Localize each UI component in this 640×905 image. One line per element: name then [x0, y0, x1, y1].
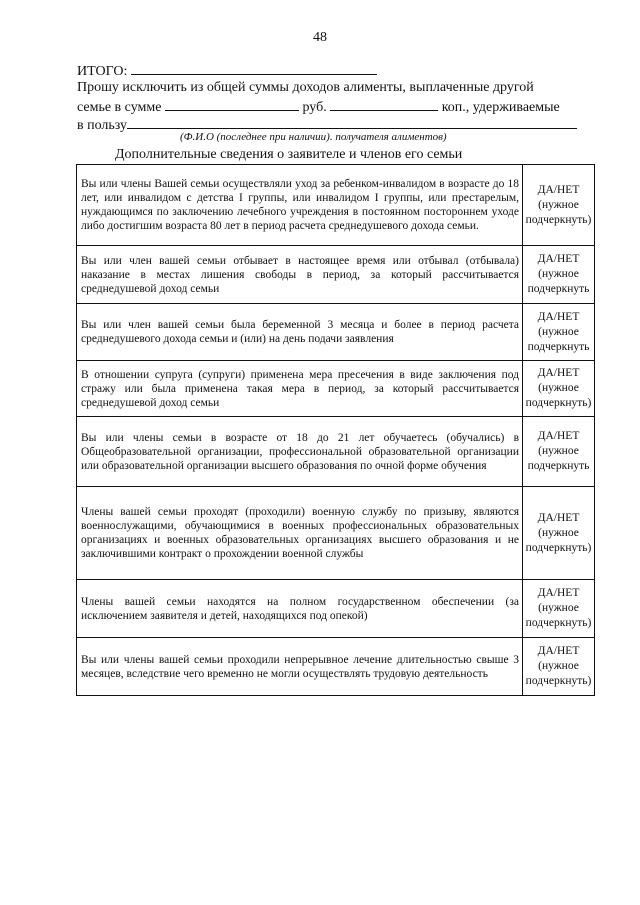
- answer-cell[interactable]: ДА/НЕТ (нужное подчеркнуть: [523, 304, 595, 361]
- answer-cell[interactable]: ДА/НЕТ (нужное подчеркнуть): [523, 580, 595, 638]
- question-cell: Вы или члены Вашей семьи осуществляли уход за ребенком-инвалидом в возрасте до 18 лет, или инвалидом с детства I группы, или инвалидом I группы, или престарелым, нуждающимся по заключению лечебного учреждения в постоянном постороннем уходе либо достигшим возраста 80 лет в период расчета среднедушевого дохода семьи.: [77, 165, 523, 246]
- question-cell: Вы или член вашей семьи отбывает в настоящее время или отбывал (отбывала) наказание в местах лишения свободы в период, за который рассчитывается среднедушевой доход семьи: [77, 246, 523, 304]
- itogo-label: ИТОГО:: [77, 64, 128, 79]
- sum-rub-blank[interactable]: [165, 98, 299, 111]
- table-row: [77, 487, 595, 580]
- recipient-caption: (Ф.И.О (последнее при наличии). получателя алиментов): [180, 131, 447, 143]
- itogo-line: [77, 62, 377, 80]
- sum-label: семье в сумме: [77, 100, 162, 115]
- section-heading: Дополнительные сведения о заявителе и членов его семьи: [115, 147, 463, 162]
- table-row: [77, 361, 595, 417]
- additional-info-table: [76, 164, 595, 696]
- table-row: [77, 304, 595, 361]
- alimony-line-2: [77, 98, 560, 116]
- answer-cell[interactable]: ДА/НЕТ (нужное подчеркнуть): [523, 638, 595, 696]
- question-cell: Вы или член вашей семьи была беременной 3 месяца и более в период расчета среднедушевого дохода семьи и (или) на день подачи заявления: [77, 304, 523, 361]
- in-favor-label: в пользу: [77, 118, 128, 133]
- table-row: [77, 638, 595, 696]
- question-cell: Вы или члены семьи в возрасте от 18 до 21 лет обучаетесь (обучались) в Общеобразовательной организации, профессиональной образовательной организации или образовательной организации высшего образования по очной форме обучения: [77, 417, 523, 487]
- rub-label: руб.: [302, 100, 327, 115]
- table-row: [77, 417, 595, 487]
- recipient-blank[interactable]: [127, 116, 577, 129]
- table-row: [77, 165, 595, 246]
- answer-cell[interactable]: ДА/НЕТ (нужное подчеркнуть): [523, 165, 595, 246]
- page-number: 48: [313, 30, 327, 45]
- answer-cell[interactable]: ДА/НЕТ (нужное подчеркнуть): [523, 361, 595, 417]
- question-cell: В отношении супруга (супруги) применена мера пресечения в виде заключения под стражу или была применена такая мера в период, за который рассчитывается среднедушевой доход семьи: [77, 361, 523, 417]
- itogo-blank[interactable]: [131, 62, 377, 75]
- answer-cell[interactable]: ДА/НЕТ (нужное подчеркнуть: [523, 246, 595, 304]
- table-row: [77, 580, 595, 638]
- alimony-line-1: Прошу исключить из общей суммы доходов алименты, выплаченные другой: [77, 80, 534, 95]
- question-cell: Вы или члены вашей семьи проходили непрерывное лечение длительностью свыше 3 месяцев, вследствие чего временно не могли осуществлять трудовую деятельность: [77, 638, 523, 696]
- kop-label: коп., удерживаемые: [441, 100, 560, 115]
- answer-cell[interactable]: ДА/НЕТ (нужное подчеркнуть): [523, 487, 595, 580]
- sum-kop-blank[interactable]: [330, 98, 438, 111]
- question-cell: Члены вашей семьи находятся на полном государственном обеспечении (за исключением заявителя и детей, находящихся под опекой): [77, 580, 523, 638]
- answer-cell[interactable]: ДА/НЕТ (нужное подчеркнуть: [523, 417, 595, 487]
- question-cell: Члены вашей семьи проходят (проходили) военную службу по призыву, являются военнослужащими, обучающимися в военных профессиональных образовательных организациях и военных образовательных организациях высшего образования и не заключившими контракт о прохождении военной службы: [77, 487, 523, 580]
- table-row: [77, 246, 595, 304]
